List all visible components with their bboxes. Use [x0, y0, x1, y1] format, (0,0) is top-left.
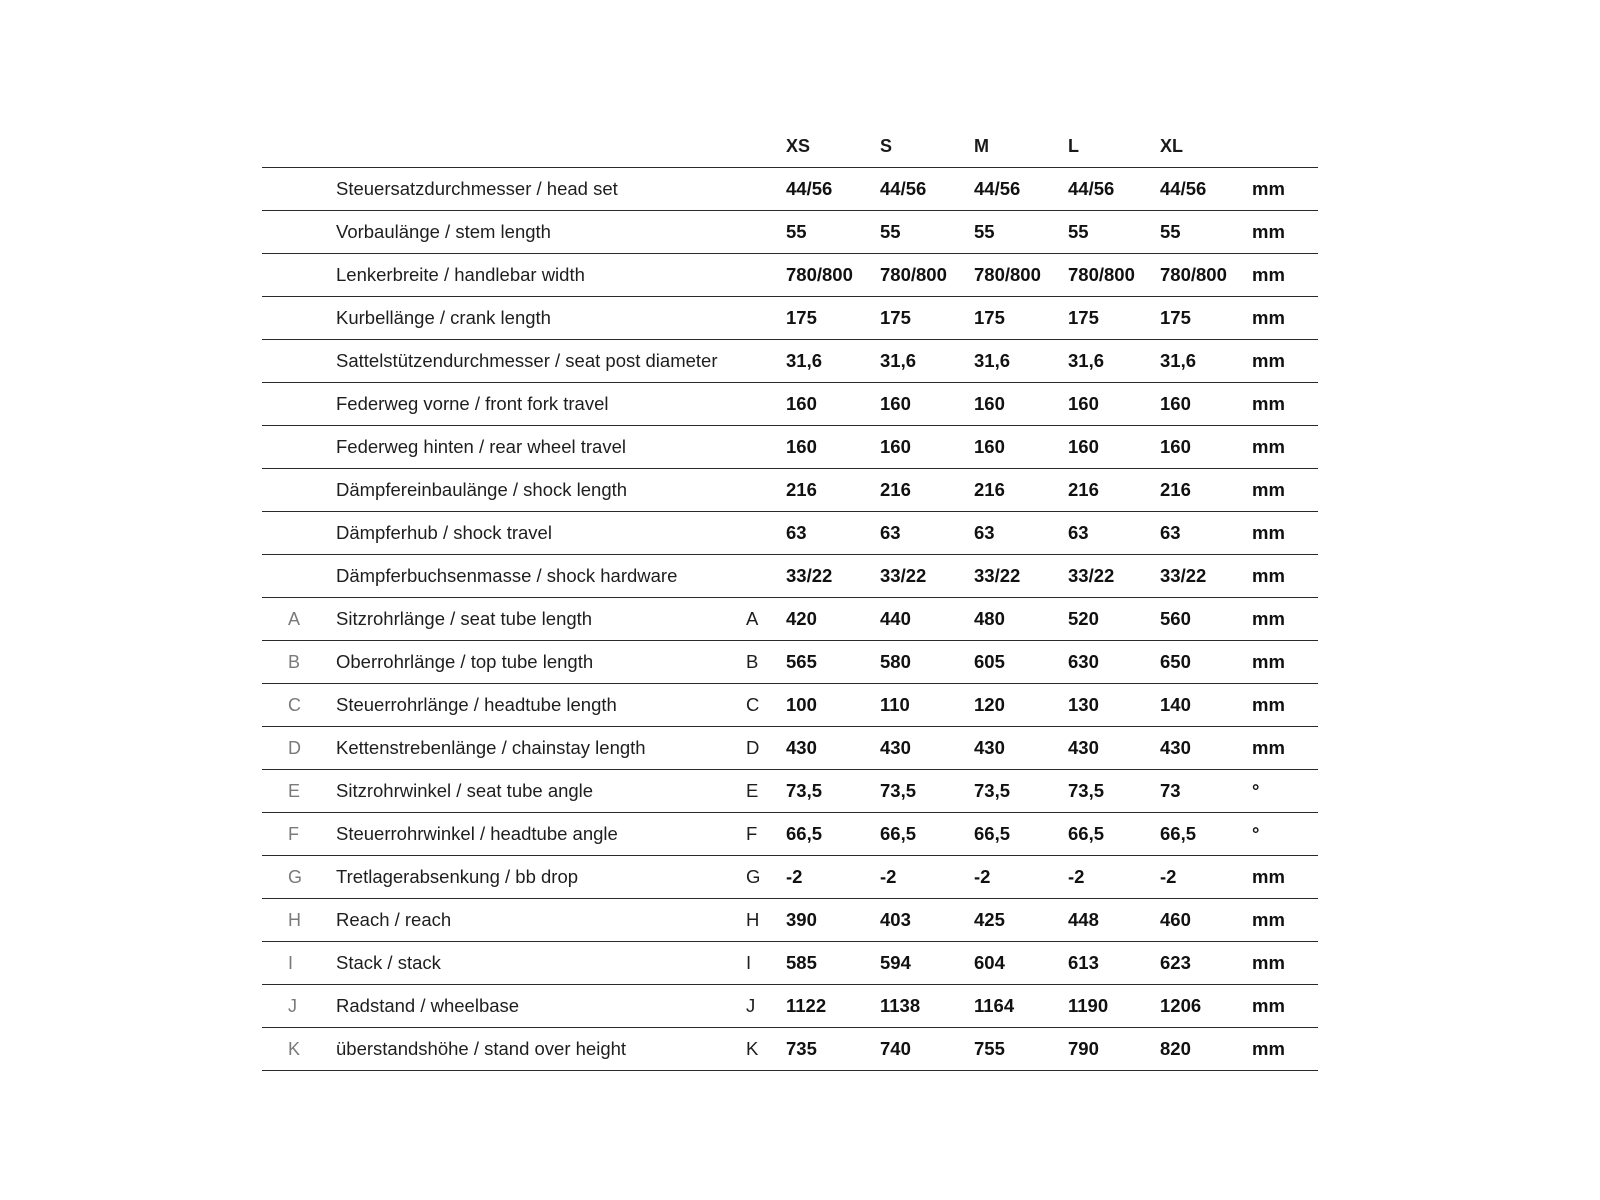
row-label: Steuerrohrlänge / headtube length [336, 684, 746, 727]
row-value: 55 [880, 211, 974, 254]
row-value: 160 [786, 383, 880, 426]
header-ref-blank [746, 126, 786, 168]
row-value: 55 [786, 211, 880, 254]
row-letter: G [262, 856, 336, 899]
row-value: 33/22 [1068, 555, 1160, 598]
row-value: -2 [786, 856, 880, 899]
row-value: 420 [786, 598, 880, 641]
row-value: 160 [974, 383, 1068, 426]
row-value: 403 [880, 899, 974, 942]
row-value: 120 [974, 684, 1068, 727]
table-row [262, 426, 1318, 469]
header-row [262, 126, 1318, 168]
row-value: 33/22 [974, 555, 1068, 598]
row-value: 585 [786, 942, 880, 985]
row-value: 44/56 [880, 168, 974, 211]
row-value: 216 [1160, 469, 1252, 512]
row-value: 160 [880, 426, 974, 469]
row-ref-letter: E [746, 770, 786, 813]
table-row [262, 598, 1318, 641]
row-value: 160 [1068, 426, 1160, 469]
row-ref-letter: J [746, 985, 786, 1028]
row-value: 73,5 [974, 770, 1068, 813]
row-value: 73,5 [880, 770, 974, 813]
table-row [262, 985, 1318, 1028]
row-label: Sitzrohrwinkel / seat tube angle [336, 770, 746, 813]
row-value: 430 [974, 727, 1068, 770]
row-value: 755 [974, 1028, 1068, 1071]
row-value: 66,5 [1160, 813, 1252, 856]
row-ref-letter [746, 254, 786, 297]
row-label: Kurbellänge / crank length [336, 297, 746, 340]
table-row [262, 469, 1318, 512]
row-value: 175 [1160, 297, 1252, 340]
table-row [262, 383, 1318, 426]
row-label: Lenkerbreite / handlebar width [336, 254, 746, 297]
row-value: 1138 [880, 985, 974, 1028]
row-ref-letter [746, 512, 786, 555]
row-value: 460 [1160, 899, 1252, 942]
row-ref-letter: C [746, 684, 786, 727]
row-unit: mm [1252, 340, 1318, 383]
row-value: 565 [786, 641, 880, 684]
row-value: -2 [880, 856, 974, 899]
table-row [262, 512, 1318, 555]
row-unit: mm [1252, 555, 1318, 598]
table-row [262, 813, 1318, 856]
row-unit: mm [1252, 727, 1318, 770]
row-ref-letter [746, 211, 786, 254]
row-value: 63 [786, 512, 880, 555]
row-ref-letter: F [746, 813, 786, 856]
row-value: 73 [1160, 770, 1252, 813]
row-label: Radstand / wheelbase [336, 985, 746, 1028]
header-letter-blank [262, 126, 336, 168]
row-value: 160 [786, 426, 880, 469]
row-unit: mm [1252, 598, 1318, 641]
row-letter: J [262, 985, 336, 1028]
row-letter [262, 254, 336, 297]
row-value: 175 [786, 297, 880, 340]
row-letter [262, 512, 336, 555]
row-value: 216 [880, 469, 974, 512]
row-unit: mm [1252, 469, 1318, 512]
row-value: -2 [974, 856, 1068, 899]
row-ref-letter [746, 297, 786, 340]
row-value: 175 [1068, 297, 1160, 340]
row-ref-letter [746, 168, 786, 211]
table-row [262, 211, 1318, 254]
row-unit: mm [1252, 1028, 1318, 1071]
header-size-xs: XS [786, 126, 880, 168]
row-value: 31,6 [880, 340, 974, 383]
row-value: 605 [974, 641, 1068, 684]
row-letter [262, 340, 336, 383]
table-row [262, 1028, 1318, 1071]
row-value: 216 [1068, 469, 1160, 512]
row-value: 735 [786, 1028, 880, 1071]
row-value: 31,6 [786, 340, 880, 383]
row-label: Sattelstützendurchmesser / seat post diameter [336, 340, 746, 383]
header-unit-blank [1252, 126, 1318, 168]
table-row [262, 727, 1318, 770]
row-value: 31,6 [974, 340, 1068, 383]
row-ref-letter: K [746, 1028, 786, 1071]
row-value: 175 [880, 297, 974, 340]
row-value: 33/22 [786, 555, 880, 598]
row-label: Vorbaulänge / stem length [336, 211, 746, 254]
row-value: 430 [786, 727, 880, 770]
row-value: 1122 [786, 985, 880, 1028]
row-value: 780/800 [974, 254, 1068, 297]
row-value: 216 [974, 469, 1068, 512]
table-header [262, 126, 1318, 168]
row-letter [262, 383, 336, 426]
row-value: 630 [1068, 641, 1160, 684]
row-unit: mm [1252, 856, 1318, 899]
row-letter: K [262, 1028, 336, 1071]
table-row [262, 899, 1318, 942]
row-value: 623 [1160, 942, 1252, 985]
table-row [262, 770, 1318, 813]
row-label: Oberrohrlänge / top tube length [336, 641, 746, 684]
row-value: 613 [1068, 942, 1160, 985]
table-row [262, 340, 1318, 383]
row-value: 63 [880, 512, 974, 555]
table-row [262, 254, 1318, 297]
row-ref-letter: I [746, 942, 786, 985]
row-unit: mm [1252, 211, 1318, 254]
row-unit: mm [1252, 426, 1318, 469]
row-value: 430 [1160, 727, 1252, 770]
row-letter: B [262, 641, 336, 684]
row-value: 790 [1068, 1028, 1160, 1071]
row-value: 73,5 [1068, 770, 1160, 813]
row-value: 740 [880, 1028, 974, 1071]
row-ref-letter: A [746, 598, 786, 641]
table-row [262, 641, 1318, 684]
row-value: -2 [1068, 856, 1160, 899]
row-value: 44/56 [974, 168, 1068, 211]
row-label: Sitzrohrlänge / seat tube length [336, 598, 746, 641]
row-value: 430 [880, 727, 974, 770]
row-unit: mm [1252, 168, 1318, 211]
row-value: 31,6 [1160, 340, 1252, 383]
row-value: 216 [786, 469, 880, 512]
geometry-table [262, 126, 1318, 1071]
row-letter: I [262, 942, 336, 985]
row-letter [262, 297, 336, 340]
row-value: 66,5 [1068, 813, 1160, 856]
row-value: 160 [1068, 383, 1160, 426]
table-row [262, 856, 1318, 899]
row-value: 33/22 [1160, 555, 1252, 598]
row-letter: F [262, 813, 336, 856]
header-size-m: M [974, 126, 1068, 168]
row-unit: mm [1252, 512, 1318, 555]
row-value: 820 [1160, 1028, 1252, 1071]
row-value: 44/56 [786, 168, 880, 211]
header-size-s: S [880, 126, 974, 168]
row-label: Federweg hinten / rear wheel travel [336, 426, 746, 469]
row-value: 31,6 [1068, 340, 1160, 383]
row-value: 175 [974, 297, 1068, 340]
row-ref-letter: D [746, 727, 786, 770]
table-row [262, 297, 1318, 340]
row-value: 1164 [974, 985, 1068, 1028]
row-value: 100 [786, 684, 880, 727]
row-label: Dämpferhub / shock travel [336, 512, 746, 555]
row-letter: H [262, 899, 336, 942]
row-label: Stack / stack [336, 942, 746, 985]
row-unit: mm [1252, 297, 1318, 340]
row-value: 440 [880, 598, 974, 641]
row-unit: mm [1252, 985, 1318, 1028]
row-value: 63 [1068, 512, 1160, 555]
row-unit: mm [1252, 641, 1318, 684]
row-ref-letter: G [746, 856, 786, 899]
row-value: 390 [786, 899, 880, 942]
row-label: Dämpferbuchsenmasse / shock hardware [336, 555, 746, 598]
row-label: Kettenstrebenlänge / chainstay length [336, 727, 746, 770]
row-label: Steuersatzdurchmesser / head set [336, 168, 746, 211]
row-value: 780/800 [1160, 254, 1252, 297]
row-ref-letter [746, 426, 786, 469]
row-letter [262, 555, 336, 598]
row-value: -2 [1160, 856, 1252, 899]
header-size-xl: XL [1160, 126, 1252, 168]
row-value: 55 [1160, 211, 1252, 254]
row-value: 130 [1068, 684, 1160, 727]
row-letter [262, 426, 336, 469]
row-value: 63 [974, 512, 1068, 555]
row-ref-letter [746, 340, 786, 383]
row-ref-letter: H [746, 899, 786, 942]
row-value: 780/800 [786, 254, 880, 297]
row-value: 33/22 [880, 555, 974, 598]
row-value: 1190 [1068, 985, 1160, 1028]
table-row [262, 168, 1318, 211]
row-ref-letter: B [746, 641, 786, 684]
row-letter [262, 211, 336, 254]
row-value: 480 [974, 598, 1068, 641]
row-label: überstandshöhe / stand over height [336, 1028, 746, 1071]
row-value: 430 [1068, 727, 1160, 770]
row-value: 160 [1160, 426, 1252, 469]
row-value: 560 [1160, 598, 1252, 641]
row-value: 594 [880, 942, 974, 985]
table-row [262, 555, 1318, 598]
row-value: 110 [880, 684, 974, 727]
row-unit: mm [1252, 254, 1318, 297]
row-label: Reach / reach [336, 899, 746, 942]
row-label: Federweg vorne / front fork travel [336, 383, 746, 426]
row-letter: E [262, 770, 336, 813]
row-value: 63 [1160, 512, 1252, 555]
row-value: 66,5 [880, 813, 974, 856]
row-value: 44/56 [1068, 168, 1160, 211]
row-letter [262, 469, 336, 512]
row-label: Steuerrohrwinkel / headtube angle [336, 813, 746, 856]
row-unit: mm [1252, 383, 1318, 426]
row-unit: ° [1252, 813, 1318, 856]
table-row [262, 684, 1318, 727]
row-value: 580 [880, 641, 974, 684]
row-value: 160 [974, 426, 1068, 469]
row-value: 1206 [1160, 985, 1252, 1028]
row-value: 780/800 [1068, 254, 1160, 297]
table-row [262, 942, 1318, 985]
row-value: 55 [1068, 211, 1160, 254]
row-ref-letter [746, 469, 786, 512]
row-value: 160 [1160, 383, 1252, 426]
row-value: 160 [880, 383, 974, 426]
row-unit: ° [1252, 770, 1318, 813]
row-unit: mm [1252, 684, 1318, 727]
row-value: 425 [974, 899, 1068, 942]
row-unit: mm [1252, 942, 1318, 985]
row-ref-letter [746, 383, 786, 426]
row-value: 650 [1160, 641, 1252, 684]
row-value: 140 [1160, 684, 1252, 727]
row-label: Dämpfereinbaulänge / shock length [336, 469, 746, 512]
row-value: 66,5 [786, 813, 880, 856]
row-letter: A [262, 598, 336, 641]
table-body [262, 168, 1318, 1071]
row-letter: C [262, 684, 336, 727]
header-label-blank [336, 126, 746, 168]
row-ref-letter [746, 555, 786, 598]
row-value: 44/56 [1160, 168, 1252, 211]
row-value: 66,5 [974, 813, 1068, 856]
row-value: 55 [974, 211, 1068, 254]
row-value: 520 [1068, 598, 1160, 641]
row-letter: D [262, 727, 336, 770]
row-value: 448 [1068, 899, 1160, 942]
row-value: 73,5 [786, 770, 880, 813]
row-value: 604 [974, 942, 1068, 985]
header-size-l: L [1068, 126, 1160, 168]
row-label: Tretlagerabsenkung / bb drop [336, 856, 746, 899]
row-value: 780/800 [880, 254, 974, 297]
row-unit: mm [1252, 899, 1318, 942]
row-letter [262, 168, 336, 211]
